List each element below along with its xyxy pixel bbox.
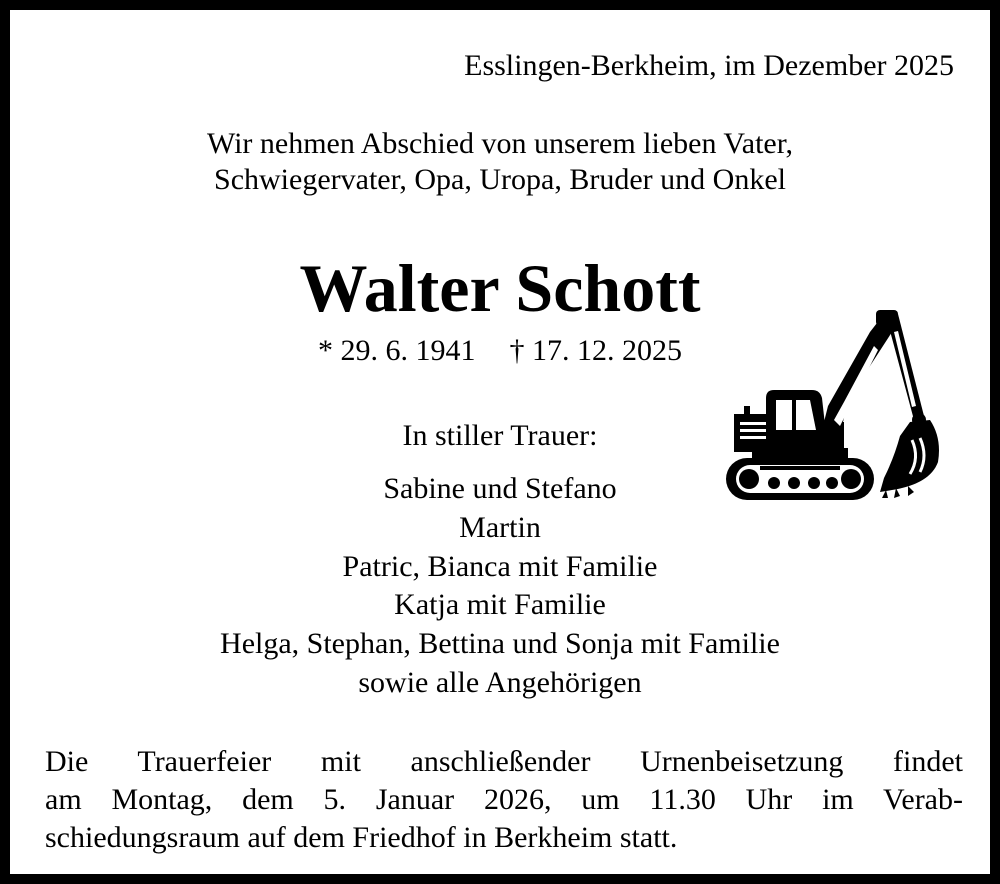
- mourning-heading: In stiller Trauer:: [402, 419, 598, 452]
- ceremony-line-3: schiedungsraum auf dem Friedhof in Berkheim statt.: [45, 821, 678, 854]
- mourner-line: Martin: [459, 510, 541, 544]
- mourner-line: Patric, Bianca mit Familie: [342, 549, 658, 583]
- intro-line-1: Wir nehmen Abschied von unserem lieben Vater,: [206, 127, 794, 160]
- mourner-line: Katja mit Familie: [394, 588, 606, 622]
- mourner-line: sowie alle Angehörigen: [358, 665, 642, 699]
- stick-arm: [886, 314, 926, 427]
- mourner-line: Helga, Stephan, Bettina und Sonja mit Familie: [220, 627, 780, 661]
- death-date: † 17. 12. 2025: [509, 334, 682, 367]
- deceased-name: Walter Schott: [299, 250, 701, 326]
- ceremony-line-1: Die Trauerfeier mit anschließender Urnenbeisetzung findet: [45, 745, 963, 778]
- ceremony-line-2: am Montag, dem 5. Januar 2026, um 11.30 Uhr im Verab-: [45, 783, 963, 816]
- mourners-block: [10, 418, 990, 703]
- birth-date: * 29. 6. 1941: [318, 334, 476, 367]
- intro-line-2: Schwiegervater, Opa, Uropa, Bruder und Onkel: [214, 163, 786, 196]
- intro-text: [10, 126, 990, 198]
- mourner-line: Sabine und Stefano: [383, 472, 617, 505]
- place-and-date: Esslingen-Berkheim, im Dezember 2025: [464, 49, 954, 82]
- ceremony-info: [45, 743, 963, 857]
